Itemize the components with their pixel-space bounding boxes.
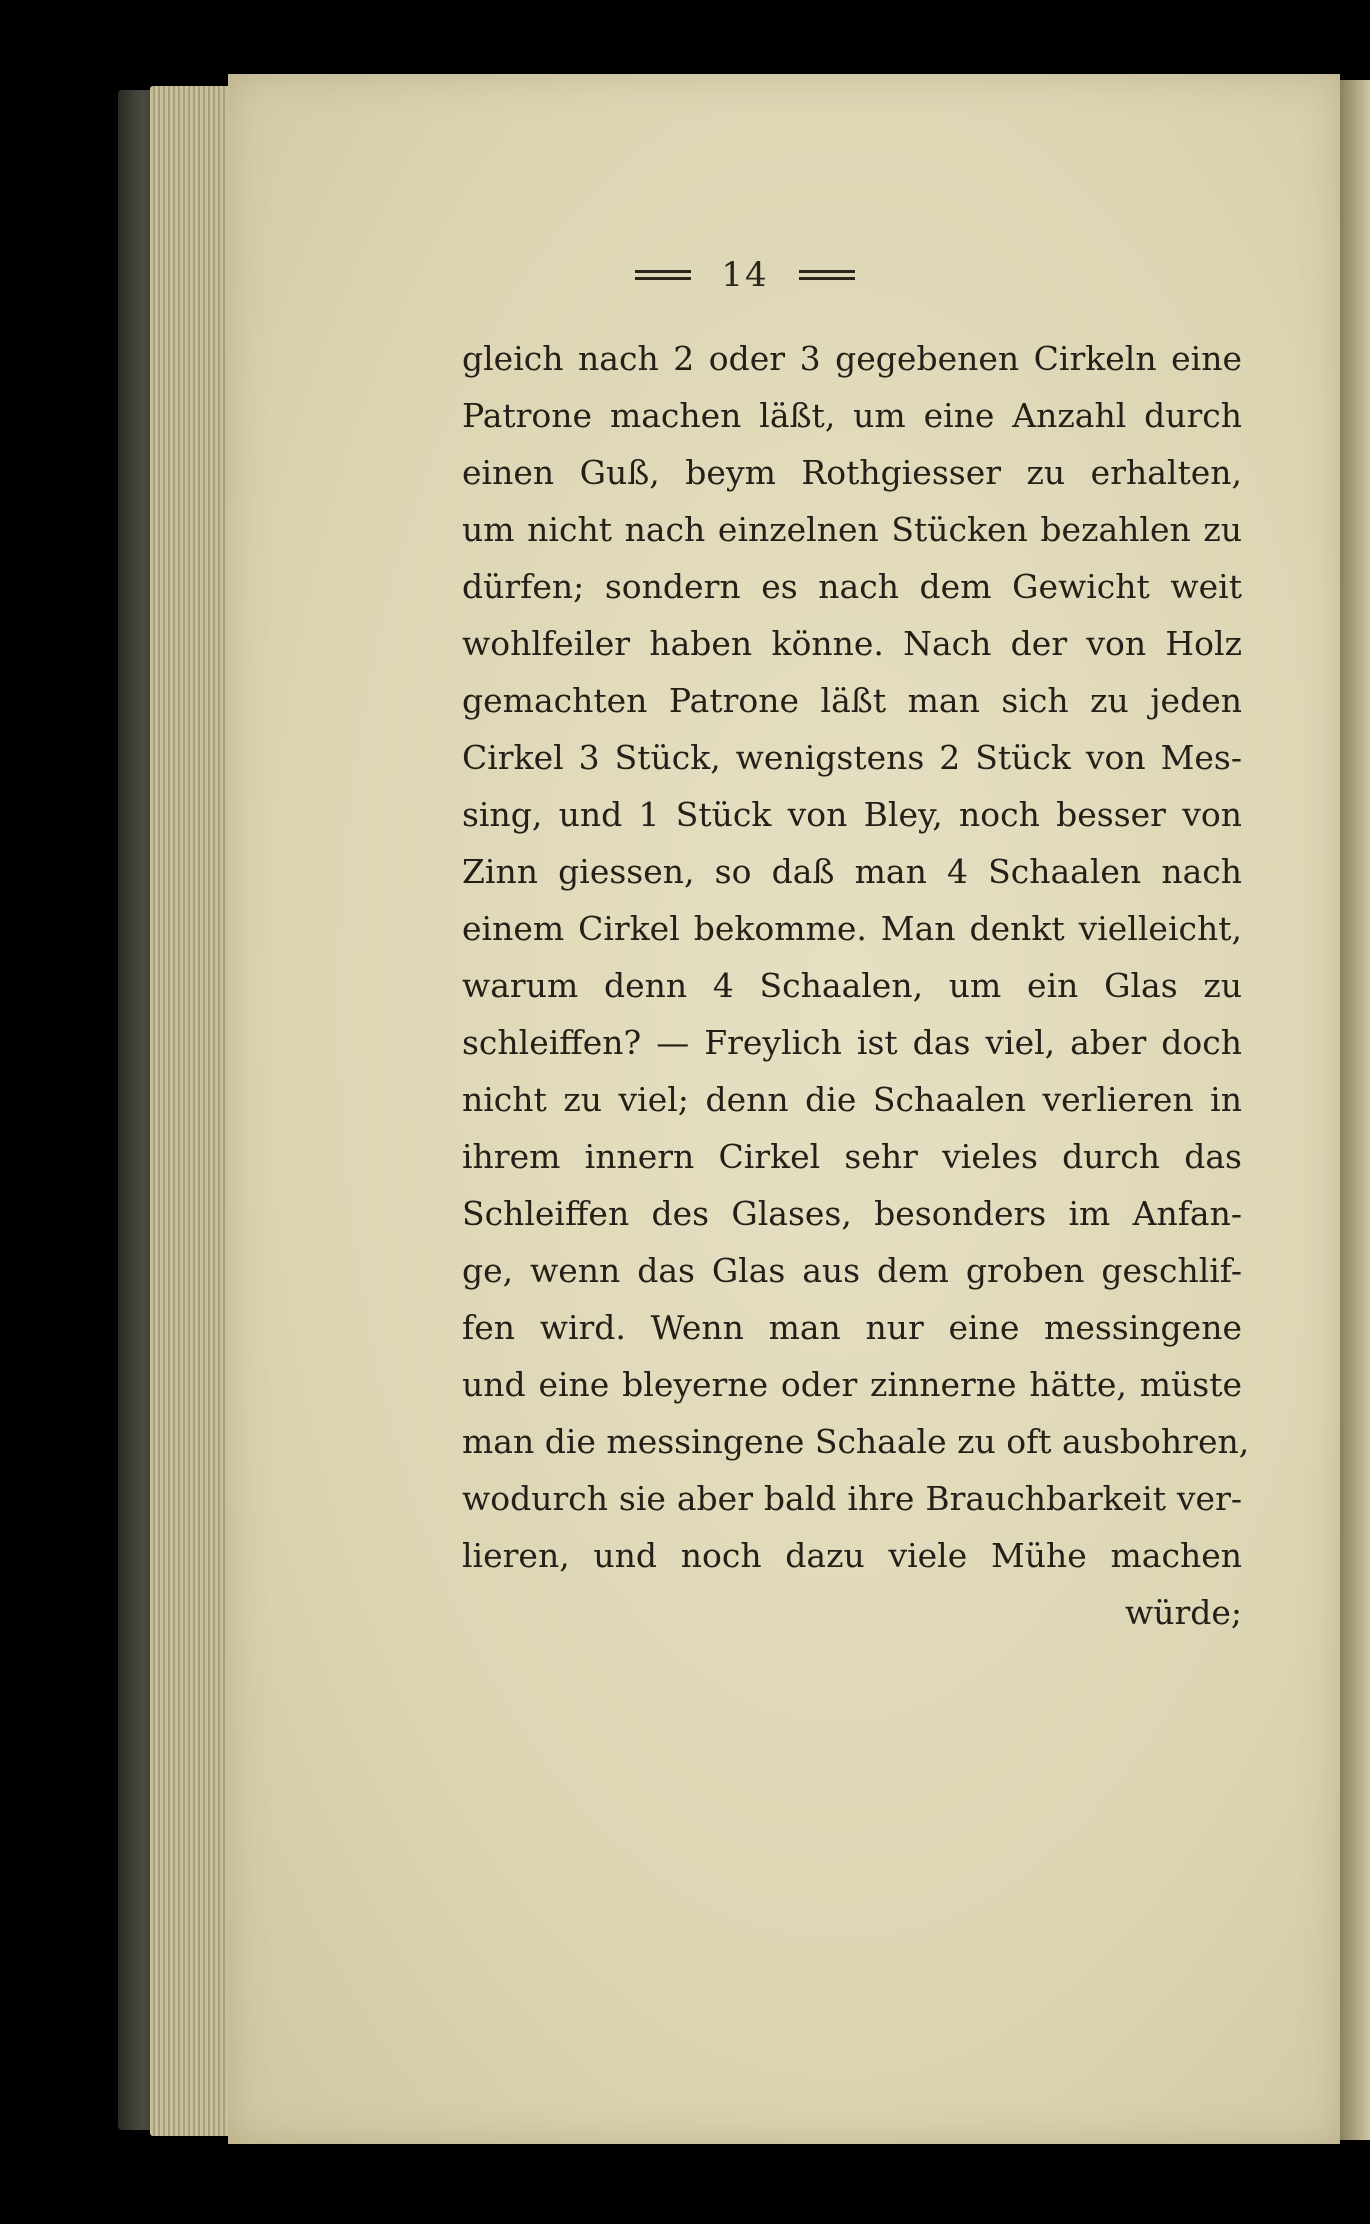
- page-header: [510, 245, 980, 305]
- text-line: um nicht nach einzelnen Stücken bezahlen zu: [462, 510, 1242, 549]
- page-edges: [150, 86, 240, 2136]
- facing-page-edge: [1340, 80, 1370, 2140]
- text-line: warum denn 4 Schaalen, um ein Glas zu: [462, 966, 1242, 1005]
- text-line: sing, und 1 Stück von Bley, noch besser von: [462, 795, 1242, 834]
- text-line: einem Cirkel bekomme. Man denkt vielleicht,: [462, 909, 1242, 948]
- text-line: Schleiffen des Glases, besonders im Anfan-: [462, 1194, 1242, 1233]
- text-line: einen Guß, beym Rothgiesser zu erhalten,: [462, 453, 1242, 492]
- text-line: gemachten Patrone läßt man sich zu jeden: [462, 681, 1242, 720]
- text-line: und eine bleyerne oder zinnerne hätte, müste: [462, 1365, 1242, 1404]
- page-number: 14: [721, 255, 769, 295]
- text-line: lieren, und noch dazu viele Mühe machen: [462, 1536, 1242, 1575]
- text-line: Patrone machen läßt, um eine Anzahl durch: [462, 396, 1242, 435]
- text-line: wohlfeiler haben könne. Nach der von Holz: [462, 624, 1242, 663]
- header-rule-left: [635, 270, 691, 280]
- text-line: fen wird. Wenn man nur eine messingene: [462, 1308, 1242, 1347]
- text-line: ihrem innern Cirkel sehr vieles durch das: [462, 1137, 1242, 1176]
- text-line: nicht zu viel; denn die Schaalen verlieren in: [462, 1080, 1242, 1119]
- text-line: schleiffen? — Freylich ist das viel, aber doch: [462, 1023, 1242, 1062]
- text-line: gleich nach 2 oder 3 gegebenen Cirkeln eine: [462, 339, 1242, 378]
- catchword-line: würde;: [1124, 1593, 1242, 1632]
- text-line: ge, wenn das Glas aus dem groben geschlif-: [462, 1251, 1242, 1290]
- text-line: Zinn giessen, so daß man 4 Schaalen nach: [462, 852, 1242, 891]
- page-body-text: [462, 330, 1250, 1641]
- text-line: man die messingene Schaale zu oft ausbohren,: [462, 1422, 1250, 1461]
- text-line: dürfen; sondern es nach dem Gewicht weit: [462, 567, 1242, 606]
- text-line: wodurch sie aber bald ihre Brauchbarkeit ver-: [462, 1479, 1242, 1518]
- text-line: Cirkel 3 Stück, wenigstens 2 Stück von Mes-: [462, 738, 1242, 777]
- header-rule-right: [799, 270, 855, 280]
